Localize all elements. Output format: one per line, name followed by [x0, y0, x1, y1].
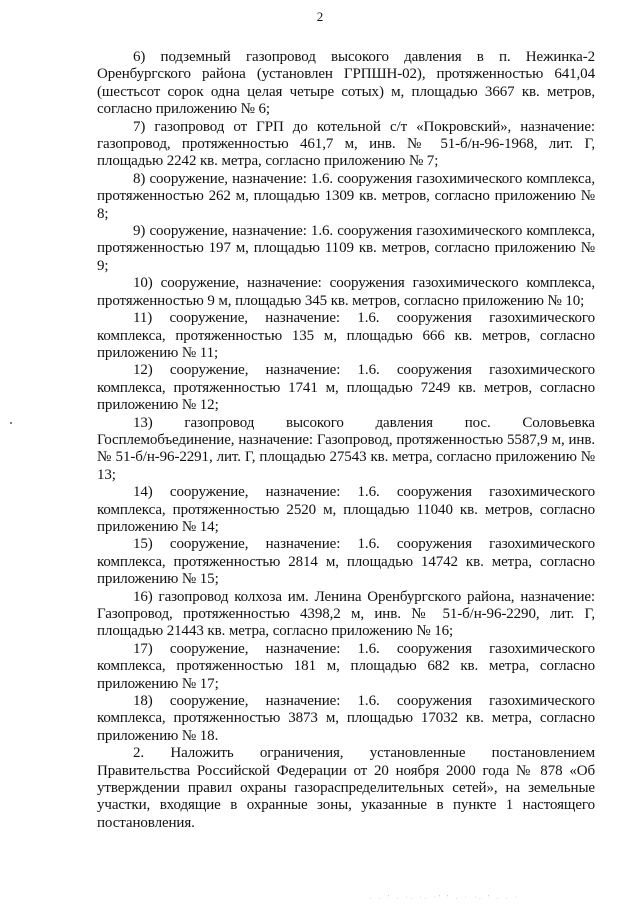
paragraph-item-7: 7) газопровод от ГРП до котельной с/т «Покровский», назначение: газопровод, протяженностью 461,7 м, инв. № 51-б/н-96-1968, лит. Г, площадью 2242 кв. метра, согласно приложению № 7;	[97, 118, 595, 170]
page-number: 2	[316, 9, 324, 24]
paragraph-item-6: 6) подземный газопровод высокого давления в п. Нежинка-2 Оренбургского района (установлен ГРПШН-02), протяженностью 641,04 (шестьсот сорок одна целая четыре сотых) м, площадью 3667 кв. метров, согласно приложению № 6;	[97, 49, 595, 118]
paragraph-item-9: 9) сооружение, назначение: 1.6. сооружения газохимического комплекса, протяженностью 197 м, площадью 1109 кв. метров, согласно приложению № 9;	[97, 223, 595, 274]
scan-edge-noise: . . ' . ·. ·. ·' ' . · ·. ' . . ·	[370, 895, 520, 901]
paragraph-item-11: 11) сооружение, назначение: 1.6. сооружения газохимического комплекса, протяженностью 135 м, площадью 666 кв. метров, согласно приложению № 11;	[97, 310, 595, 361]
paragraph-item-12: 12) сооружение, назначение: 1.6. сооружения газохимического комплекса, протяженностью 1741 м, площадью 7249 кв. метров, согласно приложению № 12;	[97, 362, 595, 414]
paragraph-item-8: 8) сооружение, назначение: 1.6. сооружения газохимического комплекса, протяженностью 262 м, площадью 1309 кв. метров, согласно приложению № 8;	[97, 170, 595, 222]
paragraph-item-17: 17) сооружение, назначение: 1.6. сооружения газохимического комплекса, протяженностью 181 м, площадью 682 кв. метра, согласно приложению № 17;	[97, 640, 595, 692]
paragraph-item-16: 16) газопровод колхоза им. Ленина Оренбургского района, назначение: Газопровод, протяженностью 4398,2 м, инв. № 51-б/н-96-2290, лит. Г, площадью 21443 кв. метра, согласно приложению № 16;	[97, 588, 595, 640]
paragraph-section-2: 2. Наложить ограничения, установленные постановлением Правительства Российской Федерации от 20 ноября 2000 года № 878 «Об утверждении правил охраны газораспределительных сетей», на земельные участки, входящие в охранные зоны, указанные в пункте 1 настоящего постановления.	[97, 745, 595, 831]
paragraph-item-13: 13) газопровод высокого давления пос. Соловьевка Госплемобъединение, назначение: Газопровод, протяженностью 5587,9 м, инв. № 51-б/н-96-2291, лит. Г, площадью 27543 кв. метра, согласно приложению № 13;	[97, 414, 595, 483]
paragraph-item-18: 18) сооружение, назначение: 1.6. сооружения газохимического комплекса, протяженностью 3873 м, площадью 17032 кв. метра, согласно приложению № 18.	[97, 693, 595, 744]
paragraph-item-15: 15) сооружение, назначение: 1.6. сооружения газохимического комплекса, протяженностью 2814 м, площадью 14742 кв. метра, согласно приложению № 15;	[97, 536, 595, 588]
paragraph-item-10: 10) сооружение, назначение: сооружения газохимического комплекса, протяженностью 9 м, площадью 345 кв. метров, согласно приложению № 10;	[97, 275, 595, 309]
scan-artifact	[10, 422, 12, 424]
document-body	[97, 49, 595, 832]
paragraph-item-14: 14) сооружение, назначение: 1.6. сооружения газохимического комплекса, протяженностью 2520 м, площадью 11040 кв. метров, согласно приложению № 14;	[97, 484, 595, 535]
